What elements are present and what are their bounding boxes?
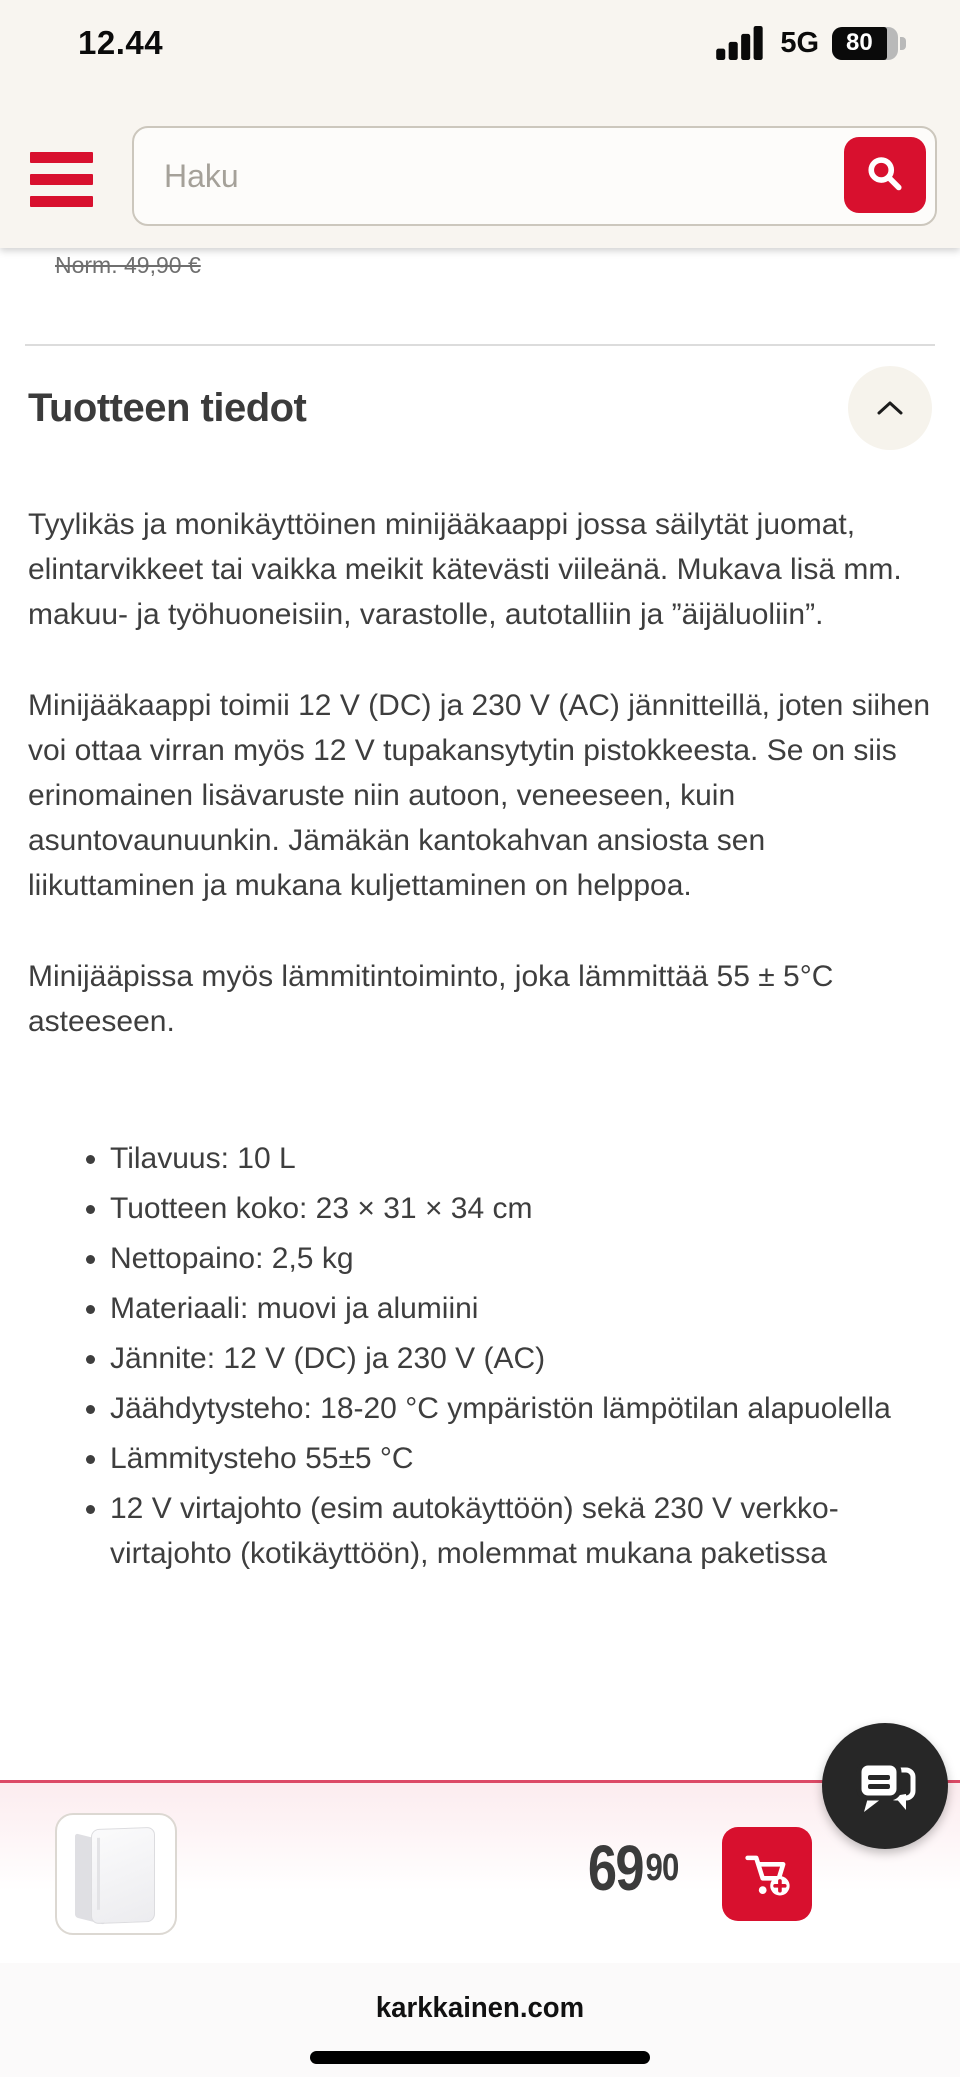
chat-bubbles-icon: [849, 1750, 921, 1822]
spec-item: • Jäähdytysteho: 18-20 °C ympäristön lämpötilan alapuolella: [110, 1386, 932, 1431]
spec-item: • Tuotteen koko: 23 × 31 × 34 cm: [110, 1186, 932, 1231]
clock: 12.44: [78, 24, 164, 61]
app-header: [0, 0, 960, 248]
search-button[interactable]: [844, 137, 926, 213]
old-price: Norm. 49,90 €: [55, 252, 201, 278]
collapse-section-button[interactable]: [848, 366, 932, 450]
hamburger-icon: [30, 152, 93, 163]
price-cents: 90: [644, 1846, 678, 1889]
magnifier-icon: [865, 155, 905, 195]
section-divider: [25, 344, 935, 346]
browser-footer: [0, 1960, 960, 2077]
chevron-up-icon: [877, 400, 903, 416]
battery-percent-label: 80: [846, 29, 873, 56]
description-paragraph: Minijääkaappi toimii 12 V (DC) ja 230 V (AC) jännitteillä, joten siihen voi ottaa virran myös 12 V tupakansytytin pistokkeesta. Se on siis erinomainen lisävaruste niin autoon, veneeseen, kuin asuntovaunuunkin. Jämäkän kantokahvan ansiosta sen liikuttaminen ja mukana kuljettaminen on helppoa.: [28, 689, 931, 902]
site-url: karkkainen.com: [375, 1992, 585, 2024]
add-to-cart-bar: [0, 1780, 960, 1963]
spec-item: • 12 V virtajohto (esim autokäyttöön) sekä 230 V verkkovirtajohto (kotikäyttöön), molemmat mukana paketissa: [110, 1486, 932, 1576]
spec-item: • Tilavuus: 10 L: [110, 1136, 932, 1181]
description-paragraph: Minijääpissa myös lämmitintoiminto, joka lämmittää 55 ± 5°C asteeseen.: [28, 960, 834, 1038]
spec-list: [28, 1136, 932, 1576]
search-input[interactable]: [134, 128, 765, 224]
price-euros: 69: [587, 1832, 643, 1904]
chat-button[interactable]: [822, 1723, 948, 1849]
spec-item: • Materiaali: muovi ja alumiini: [110, 1286, 932, 1331]
product-thumbnail[interactable]: [55, 1813, 177, 1935]
description-paragraph: Tyylikäs ja monikäyttöinen minijääkaappi jossa säilytät juomat, elintarvikkeet tai vaikka meikit kätevästi viileänä. Mukava lisä mm. makuu- ja työhuoneisiin, varastolle, autotalliin ja ”äijäluoliin”.: [28, 508, 902, 631]
cart-plus-icon: [739, 1846, 795, 1902]
section-title: Tuotteen tiedot: [28, 385, 307, 430]
battery-icon: [832, 27, 898, 60]
home-indicator[interactable]: [310, 2051, 650, 2064]
menu-button[interactable]: [30, 150, 93, 208]
spec-item: • Jännite: 12 V (DC) ja 230 V (AC): [110, 1336, 932, 1381]
price: [587, 1831, 678, 1905]
search-box: [132, 126, 937, 226]
spec-item: • Nettopaino: 2,5 kg: [110, 1236, 932, 1281]
section-header: [28, 366, 932, 450]
battery-nub: [900, 37, 906, 50]
spec-item: • Lämmitysteho 55±5 °C: [110, 1436, 932, 1481]
network-type-label: 5G: [780, 26, 819, 59]
add-to-cart-button[interactable]: [722, 1827, 812, 1921]
cellular-signal-icon: [713, 26, 767, 60]
